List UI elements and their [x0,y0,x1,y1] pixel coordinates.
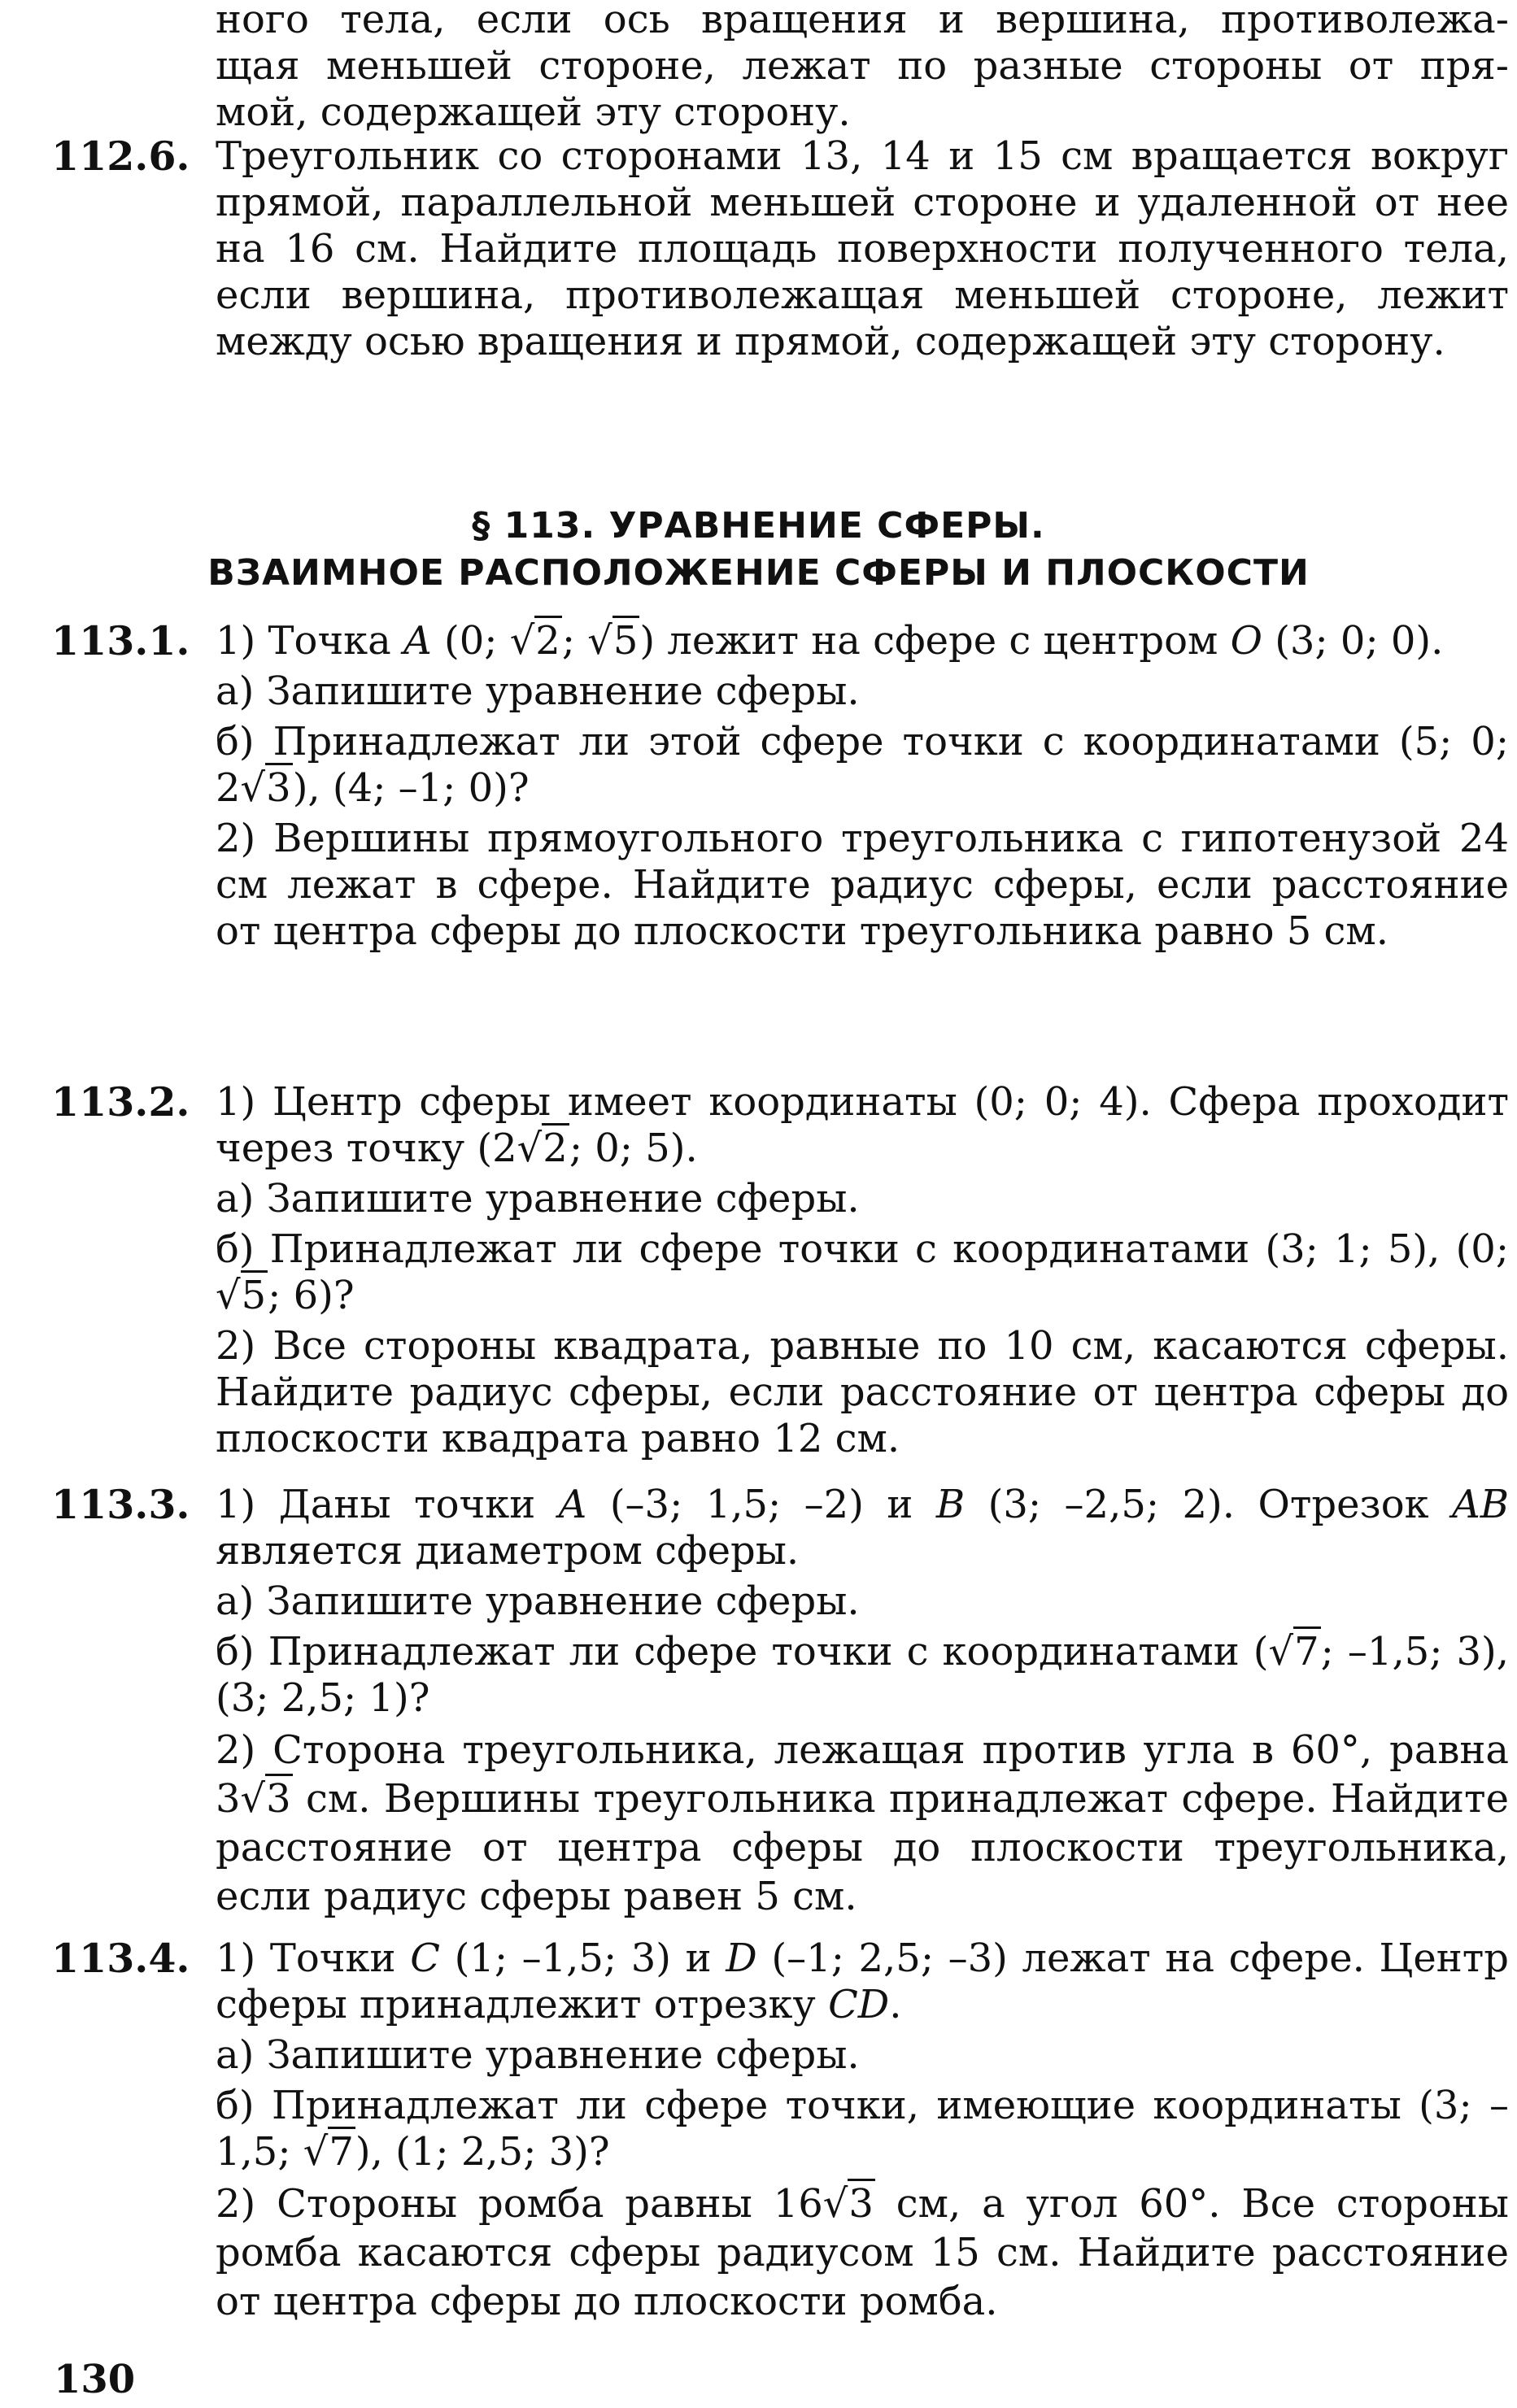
problem-number-113-4: 113.4. [51,1935,190,1982]
continuation-line: ного тела, если ось вращения и вершина, противолежа- [216,0,1509,42]
text-run: ; –1,5; 3), (3; 2,5; 1)? [216,1629,1510,1721]
text-run: ; 0; 5). [569,1126,698,1171]
text-run: 1) Точки [216,1936,396,1981]
radicand: 7 [328,2127,355,2175]
sqrt-expression [241,1774,293,1822]
problem-113-2 [216,1079,1509,1462]
text-run: б) Принадлежат ли сфере точки с координатами (3; 1; 5), (0; [216,1226,1509,1272]
section-heading-line-2: ВЗАИМНОЕ РАСПОЛОЖЕНИЕ СФЕРЫ И ПЛОСКОСТИ [207,552,1310,594]
text-run: 1) Даны точки [216,1482,536,1527]
text-run: ) лежит на сфере с центром [639,618,1218,664]
text-run: ), (1; 2,5; 3)? [355,2129,610,2175]
part-a: а) Запишите уравнение сферы. [216,1176,860,1221]
text-run: . [889,1982,902,2027]
radicand: 2 [542,1123,569,1171]
var-a: A [403,618,432,664]
radicand: 5 [612,616,640,664]
var-a: A [558,1482,587,1527]
radical-sign: √ [1268,1629,1294,1674]
sqrt-expression [823,2179,875,2227]
part-1 [216,1482,1509,1574]
part-2 [216,2179,1509,2326]
part-b [216,2083,1509,2175]
radicand: 3 [265,1774,293,1822]
radicand: 5 [241,1270,268,1318]
sqrt-expression [303,2127,355,2175]
text-run: (0; [444,618,498,664]
page-number: 130 [54,2357,136,2402]
radical-sign: √ [303,2129,329,2175]
text-run: б) Принадлежат ли сфере точки с координатами ( [216,1629,1269,1674]
radical-sign: √ [509,618,535,664]
sqrt-expression [517,1123,569,1171]
part-1 [216,618,1509,664]
part-a: а) Запишите уравнение сферы. [216,2032,860,2078]
problem-113-1 [216,618,1509,955]
continuation-line: щая меньшей стороне, лежат по разные стороны от пря- [216,43,1509,89]
text-run: 2) Сторона треугольника, лежащая против угла в 60°, равна 3 [216,1727,1509,1822]
part-a: а) Запишите уравнение сферы. [216,668,860,714]
part-2: 2) Все стороны квадрата, равные по 10 см, касаются сферы. Найдите радиус сферы, если расстояние от центра сферы до плоскости квадрата равно 12 см. [216,1323,1509,1461]
radicand: 2 [534,616,562,664]
part-b [216,719,1509,812]
radicand: 3 [848,2179,875,2227]
part-2: 2) Вершины прямоугольного треугольника с гипотенузой 24 см лежат в сфере. Найдите радиус сферы, если расстояние от центра сферы до плоскости треугольника равно 5 см. [216,816,1509,954]
text-run: ), (4; –1; 0)? [292,765,530,811]
text-run: (1; –1,5; 3) и [454,1936,712,1981]
text-run: б) Принадлежат ли сфере точки, имеющие координаты (3; –1,5; [216,2083,1509,2175]
text-run: б) Принадлежат ли этой сфере точки с координатами (5; 0; 2 [216,719,1509,811]
sqrt-expression [216,1270,268,1318]
part-b [216,1629,1509,1722]
var-o: O [1230,618,1262,664]
text-run: см. Вершины треугольника принадлежат сфере. Найдите расстояние от центра сферы до плоскости треугольника, если радиус сферы равен 5 см. [216,1776,1510,1919]
radical-sign: √ [240,765,266,811]
section-heading-line-1: § 113. УРАВНЕНИЕ СФЕРЫ. [472,505,1045,546]
radicand: 7 [1293,1626,1321,1674]
part-a: а) Запишите уравнение сферы. [216,1578,860,1624]
radical-sign: √ [240,1776,266,1822]
radical-sign: √ [517,1126,543,1171]
radical-sign: √ [587,618,612,664]
var-c: C [410,1936,440,1981]
problem-number-113-3: 113.3. [51,1481,190,1528]
sqrt-expression [510,616,562,664]
text-run: (3; –2,5; 2). Отрезок [987,1482,1429,1527]
text-run: является диаметром сферы. [216,1528,800,1574]
part-1 [216,1079,1509,1172]
problem-113-4 [216,1936,1509,2326]
var-cd: CD [828,1982,890,2027]
text-run: ; [561,618,576,664]
problem-113-3 [216,1482,1509,1921]
problem-number-112-6: 112.6. [51,133,190,180]
radical-sign: √ [822,2181,848,2227]
var-ab: AB [1452,1482,1509,1527]
sqrt-expression [241,763,293,811]
text-run: 1) Центр сферы имеет координаты (0; 0; 4). Сфера проходит через точку (2 [216,1079,1509,1171]
problem-text: Треугольник со сторонами 13, 14 и 15 см вращается вокруг прямой, параллельной меньшей стороне и удаленной от нее на 16 см. Найдите площадь поверхности полученного тела, если вершина, противолежащая меньшей стороне, лежит между осью вращения и прямой, содержащей эту сторону. [216,133,1509,364]
text-run: 1) Точка [216,618,391,664]
part-b [216,1226,1509,1319]
continuation-text [216,0,1509,136]
problem-number-113-1: 113.1. [51,617,190,664]
sqrt-expression [587,616,639,664]
part-2 [216,1726,1509,1921]
text-run: (3; 0; 0). [1275,618,1444,664]
text-run: (–1; 2,5; –3) лежат на сфере. Центр сферы принадлежит отрезку [216,1936,1510,2027]
continuation-line: мой, содержащей эту сторону. [216,89,851,135]
radicand: 3 [265,763,293,811]
problem-112-6 [216,133,1509,365]
text-run: см, а угол 60°. Все стороны ромба касаются сферы радиусом 15 см. Найдите расстояние от центра сферы до плоскости ромба. [216,2181,1509,2324]
var-d: D [726,1936,757,1981]
problem-number-113-2: 113.2. [51,1078,190,1126]
part-1 [216,1936,1509,2028]
var-b: B [935,1482,966,1527]
text-run: ; 6)? [268,1273,355,1318]
sqrt-expression [1269,1626,1321,1674]
text-run: 2) Стороны ромба равны 16 [216,2181,823,2227]
text-run: (–3; 1,5; –2) и [609,1482,913,1527]
radical-sign: √ [216,1273,241,1318]
